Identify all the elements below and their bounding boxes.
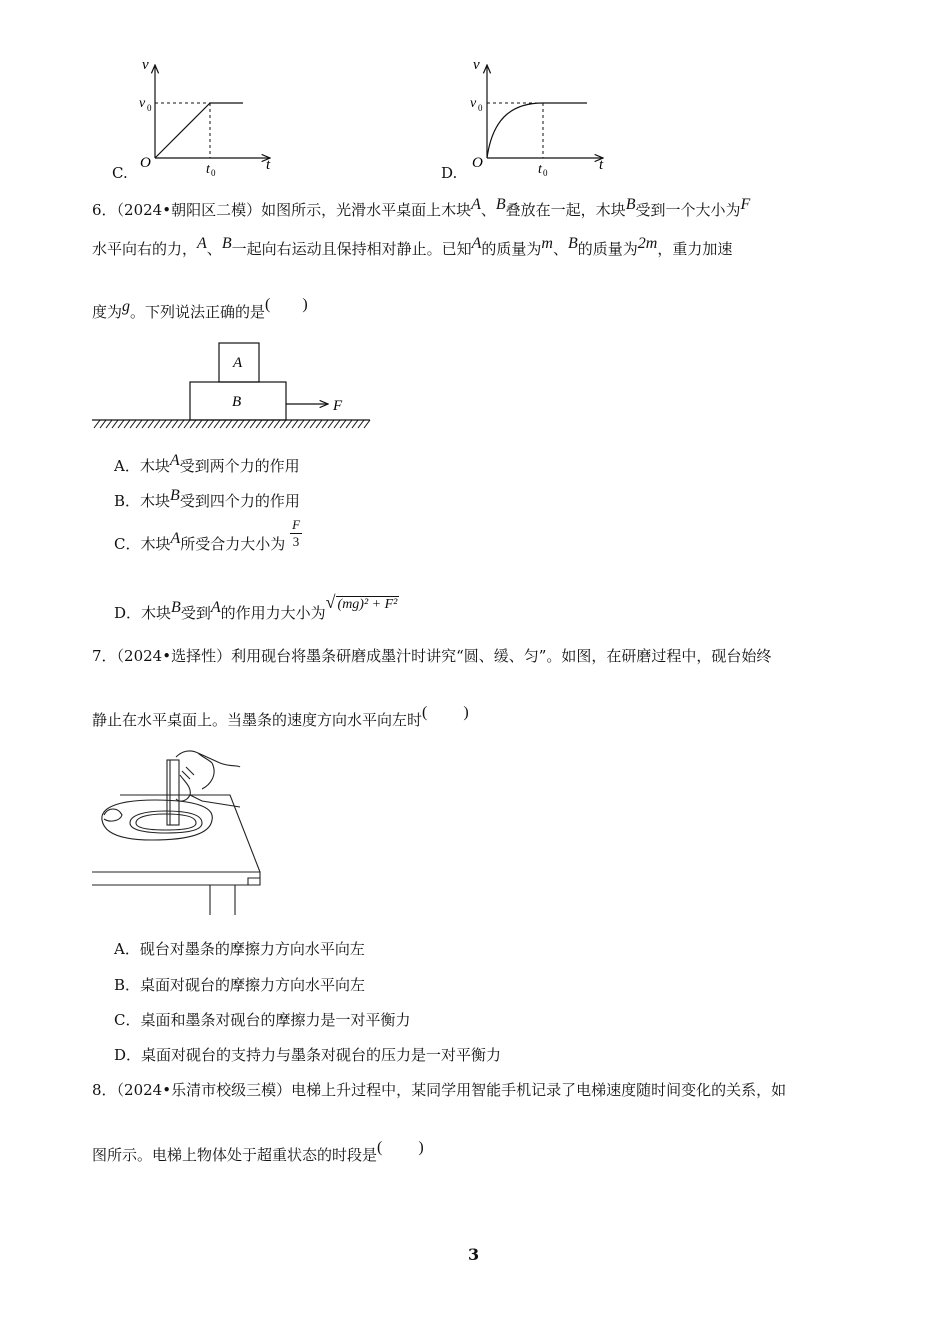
hatch-mark xyxy=(118,420,124,428)
t0-sub: 0 xyxy=(211,168,216,178)
v-axis-label: v xyxy=(473,57,480,73)
hatch-mark xyxy=(220,420,226,428)
graph-d xyxy=(445,55,625,185)
force-label: F xyxy=(333,398,343,414)
hatch-mark xyxy=(214,420,220,428)
graph-d-svg xyxy=(445,55,625,185)
q6-option-a[interactable]: A．木块A受到两个力的作用 xyxy=(114,452,300,475)
q6-line-3: 度为g。下列说法正确的是( ) xyxy=(92,296,308,321)
hatch-mark xyxy=(268,420,274,428)
q6-line-1: 6．（2024•朝阳区二模）如图所示，光滑水平桌面上木块A、B叠放在一起，木块B受到一个大小为F xyxy=(92,196,751,219)
q7-option-a[interactable]: A．砚台对墨条的摩擦力方向水平向左 xyxy=(114,940,365,958)
hatch-mark xyxy=(154,420,160,428)
hatch-mark xyxy=(346,420,352,428)
q7-number: 7． xyxy=(92,647,117,665)
t0-label: t xyxy=(538,162,542,177)
graph-c xyxy=(110,55,290,185)
q6-option-c[interactable]: C．木块A所受合力大小为 $\frac{F}{3}$ xyxy=(114,516,301,553)
origin-label: O xyxy=(140,155,151,171)
curve xyxy=(487,103,543,158)
hatch-mark xyxy=(286,420,292,428)
t0-sub: 0 xyxy=(543,168,548,178)
block-a-label: A xyxy=(233,355,243,371)
q8-line-2: 图所示。电梯上物体处于超重状态的时段是( ) xyxy=(92,1139,424,1164)
t0-label: t xyxy=(206,162,210,177)
block-b-label: B xyxy=(232,394,242,410)
q6-option-d[interactable]: D．木块B受到A的作用力大小为√ (mg)² + F² xyxy=(114,592,398,622)
hatch-mark xyxy=(364,420,370,428)
hatch-mark xyxy=(328,420,334,428)
v0-label: v xyxy=(139,96,146,111)
hatch-mark xyxy=(250,420,256,428)
t-axis-label: t xyxy=(599,157,604,173)
fraction-f-over-3: $\frac{F}{3}$ xyxy=(292,516,301,549)
q8-line-1: 8．（2024•乐清市校级三模）电梯上升过程中，某同学用智能手机记录了电梯速度随时间变化的关系，如 xyxy=(92,1081,787,1099)
hatch-mark xyxy=(172,420,178,428)
ground-hatch xyxy=(94,420,370,428)
q6-line-2: 水平向右的力，A、B一起向右运动且保持相对静止。已知A的质量为m、B的质量为2m，重力加速 xyxy=(92,235,733,258)
ramp-line xyxy=(155,103,210,158)
graph-c-label: C. xyxy=(112,164,128,182)
hatch-mark xyxy=(256,420,262,428)
hatch-mark xyxy=(112,420,118,428)
q7-line-2: 静止在水平桌面上。当墨条的速度方向水平向左时( ) xyxy=(92,704,469,729)
hatch-mark xyxy=(292,420,298,428)
hatch-mark xyxy=(190,420,196,428)
q8-source: （2024•乐清市校级三模） xyxy=(116,1081,292,1099)
hatch-mark xyxy=(160,420,166,428)
v0-sub: 0 xyxy=(147,103,152,113)
hatch-mark xyxy=(106,420,112,428)
hatch-mark xyxy=(304,420,310,428)
q7-line-1: 7．（2024•选择性）利用砚台将墨条研磨成墨汁时讲究“圆、缓、匀”。如图，在研磨过程中，砚台始终 xyxy=(92,647,772,665)
inkstone-svg xyxy=(90,745,275,920)
hatch-mark xyxy=(316,420,322,428)
hatch-mark xyxy=(280,420,286,428)
hatch-mark xyxy=(100,420,106,428)
q6-number: 6． xyxy=(92,201,117,219)
graph-d-label: D. xyxy=(441,164,458,182)
sqrt-expression: √ (mg)² + F² xyxy=(325,592,398,612)
hatch-mark xyxy=(166,420,172,428)
hatch-mark xyxy=(340,420,346,428)
q7-option-d[interactable]: D．桌面对砚台的支持力与墨条对砚台的压力是一对平衡力 xyxy=(114,1046,502,1064)
q7-figure xyxy=(90,745,275,920)
hatch-mark xyxy=(148,420,154,428)
hatch-mark xyxy=(94,420,100,428)
hatch-mark xyxy=(334,420,340,428)
graph-c-svg xyxy=(110,55,290,185)
q8-number: 8． xyxy=(92,1081,117,1099)
v0-sub: 0 xyxy=(478,103,483,113)
page-number: 3 xyxy=(468,1245,480,1264)
q6-source: （2024•朝阳区二模） xyxy=(116,201,262,219)
q6-option-b[interactable]: B．木块B受到四个力的作用 xyxy=(114,487,300,510)
origin-label: O xyxy=(472,155,483,171)
hatch-mark xyxy=(178,420,184,428)
hatch-mark xyxy=(202,420,208,428)
hatch-mark xyxy=(274,420,280,428)
v0-label: v xyxy=(470,96,477,111)
hatch-mark xyxy=(130,420,136,428)
hatch-mark xyxy=(262,420,268,428)
q6-figure xyxy=(90,338,380,433)
q6-figure-svg xyxy=(90,338,380,433)
hatch-mark xyxy=(322,420,328,428)
hatch-mark xyxy=(184,420,190,428)
hatch-mark xyxy=(136,420,142,428)
hatch-mark xyxy=(208,420,214,428)
hatch-mark xyxy=(238,420,244,428)
v-axis-label: v xyxy=(142,57,149,73)
q7-source: （2024•选择性） xyxy=(116,647,232,665)
q7-option-c[interactable]: C．桌面和墨条对砚台的摩擦力是一对平衡力 xyxy=(114,1011,411,1029)
hatch-mark xyxy=(196,420,202,428)
hatch-mark xyxy=(244,420,250,428)
hatch-mark xyxy=(298,420,304,428)
t-axis-label: t xyxy=(266,157,271,173)
hatch-mark xyxy=(142,420,148,428)
hatch-mark xyxy=(358,420,364,428)
hatch-mark xyxy=(124,420,130,428)
q7-option-b[interactable]: B．桌面对砚台的摩擦力方向水平向左 xyxy=(114,976,366,994)
hatch-mark xyxy=(226,420,232,428)
hatch-mark xyxy=(352,420,358,428)
hatch-mark xyxy=(310,420,316,428)
hatch-mark xyxy=(232,420,238,428)
